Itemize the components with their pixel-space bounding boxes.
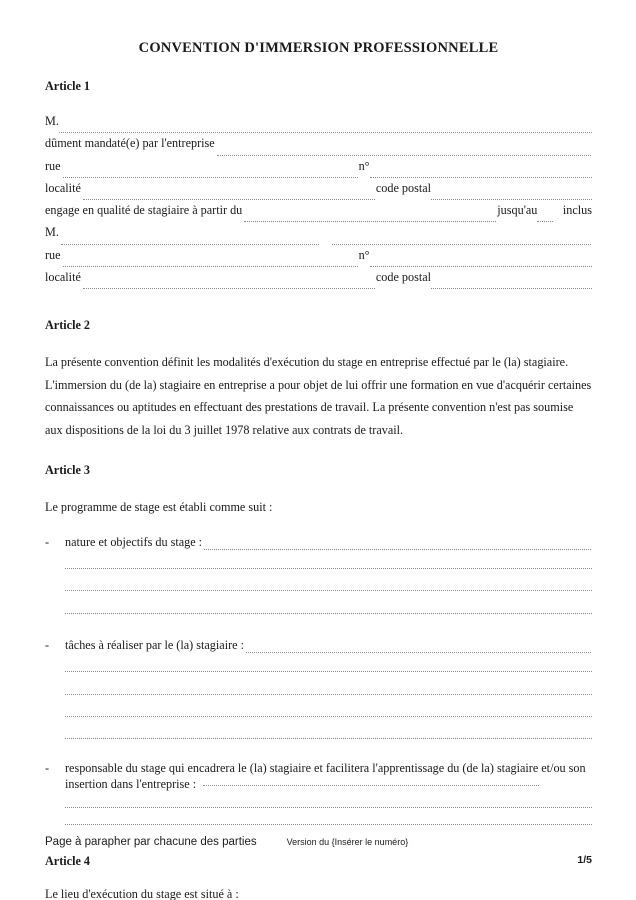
article-2-body: La présente convention définit les modalités d'exécution du stage en entreprise effectué par le (la) stagiaire. L'immersion du (de la) stagiaire en entreprise a pour objet de lui offrir une formation en vue d'acquérir certaines connaissances ou aptitudes en effectuant des prestations de travail. La présente convention n'est pas soumise aux dispositions de la loi du 3 juillet 1978 relative aux contrats de travail.	[45, 355, 592, 437]
field-row-localite-2[interactable]	[45, 270, 592, 292]
blank-line[interactable]	[65, 553, 592, 575]
list-item-body	[65, 634, 592, 656]
blank-line[interactable]	[65, 701, 592, 723]
field-label-code-postal-1: code postal	[375, 180, 432, 195]
field-label-m-1: M.	[45, 114, 59, 128]
document-content	[45, 0, 592, 900]
field-input-localite-2[interactable]	[83, 288, 375, 289]
list-item	[45, 634, 592, 656]
field-label-taches: tâches à réaliser par le (la) stagiaire :	[65, 638, 244, 653]
field-row-name-1[interactable]	[45, 114, 592, 136]
field-row-engage[interactable]	[45, 203, 592, 225]
field-input-taches[interactable]	[246, 652, 591, 653]
footer-page-number: 1/5	[577, 854, 592, 866]
list-item-body	[65, 760, 592, 793]
field-row-mandate[interactable]	[45, 136, 592, 158]
field-input-numero-2[interactable]	[370, 266, 592, 267]
footer-row	[45, 836, 592, 848]
field-label-localite-1: localité	[45, 180, 81, 195]
blank-line[interactable]	[65, 723, 592, 745]
field-input-rue-2[interactable]	[63, 266, 358, 267]
article-1-heading: Article 1	[45, 79, 91, 93]
article-3-intro: Le programme de stage est établi comme suit :	[45, 500, 273, 515]
field-input-responsable[interactable]	[203, 785, 539, 786]
field-label-m-2: M.	[45, 225, 59, 240]
footer-version-text: Version du {Insérer le numéro}	[286, 837, 409, 847]
blank-line[interactable]	[65, 598, 592, 620]
field-row-rue-2[interactable]	[45, 248, 592, 270]
blank-lines-responsable	[65, 796, 592, 830]
blank-line[interactable]	[65, 679, 592, 701]
field-row-localite-1[interactable]	[45, 181, 592, 203]
field-label-code-postal-2: code postal	[375, 270, 432, 285]
blank-line[interactable]	[65, 575, 592, 597]
bullet-dash-icon: -	[45, 534, 50, 549]
field-input-date-debut[interactable]	[244, 221, 496, 222]
blank-lines-nature-objectifs	[65, 553, 592, 620]
field-label-lieu-execution: Le lieu d'exécution du stage est situé à :	[45, 886, 239, 900]
field-input-numero-1[interactable]	[370, 177, 592, 178]
field-row-rue-1[interactable]	[45, 159, 592, 181]
field-label-nature-objectifs: nature et objectifs du stage :	[65, 534, 203, 549]
field-row-nature-objectifs[interactable]	[65, 531, 592, 553]
field-input-date-fin[interactable]	[537, 221, 552, 222]
field-input-m-1[interactable]	[59, 132, 592, 133]
blank-line[interactable]	[65, 656, 592, 678]
field-label-numero-1: n°	[358, 158, 370, 173]
field-label-mandate: dûment mandaté(e) par l'entreprise	[45, 136, 215, 151]
list-item	[45, 531, 592, 553]
field-input-code-postal-1[interactable]	[431, 199, 592, 200]
field-input-nature-objectifs[interactable]	[204, 549, 591, 550]
blank-line[interactable]	[65, 796, 592, 813]
article-2-heading: Article 2	[45, 318, 91, 333]
field-label-responsable: responsable du stage qui encadrera le (la) stagiaire et facilitera l'apprentissage du (de la) stagiaire et/ou son insertion dans l'entreprise :	[65, 760, 586, 792]
article-3-heading: Article 3	[45, 463, 91, 478]
field-row-lieu-execution[interactable]	[45, 887, 592, 900]
article-4-heading: Article 4	[45, 853, 91, 868]
list-item	[45, 760, 592, 793]
footer-initials-notice: Page à parapher par chacune des parties	[45, 836, 257, 848]
field-label-inclus: inclus	[562, 203, 592, 218]
field-label-engage: engage en qualité de stagiaire à partir du	[45, 203, 243, 218]
field-label-localite-2: localité	[45, 270, 81, 285]
bullet-dash-icon: -	[45, 638, 50, 653]
field-label-rue-1: rue	[45, 158, 61, 173]
field-input-localite-1[interactable]	[83, 199, 375, 200]
field-input-code-postal-2[interactable]	[431, 288, 592, 289]
list-item-body	[65, 531, 592, 553]
blank-lines-taches	[65, 656, 592, 745]
field-input-m-2a[interactable]	[61, 244, 320, 245]
blank-line[interactable]	[65, 813, 592, 830]
field-row-taches[interactable]	[65, 634, 592, 656]
field-label-jusquau: jusqu'au	[497, 203, 538, 218]
field-input-mandate[interactable]	[217, 155, 591, 156]
field-input-m-2b[interactable]	[332, 244, 591, 245]
field-label-rue-2: rue	[45, 247, 61, 262]
page-title: CONVENTION D'IMMERSION PROFESSIONNELLE	[138, 40, 499, 56]
bullet-dash-icon: -	[45, 760, 50, 775]
field-input-rue-1[interactable]	[63, 177, 358, 178]
field-row-name-2[interactable]	[45, 225, 592, 247]
field-label-numero-2: n°	[358, 247, 370, 262]
